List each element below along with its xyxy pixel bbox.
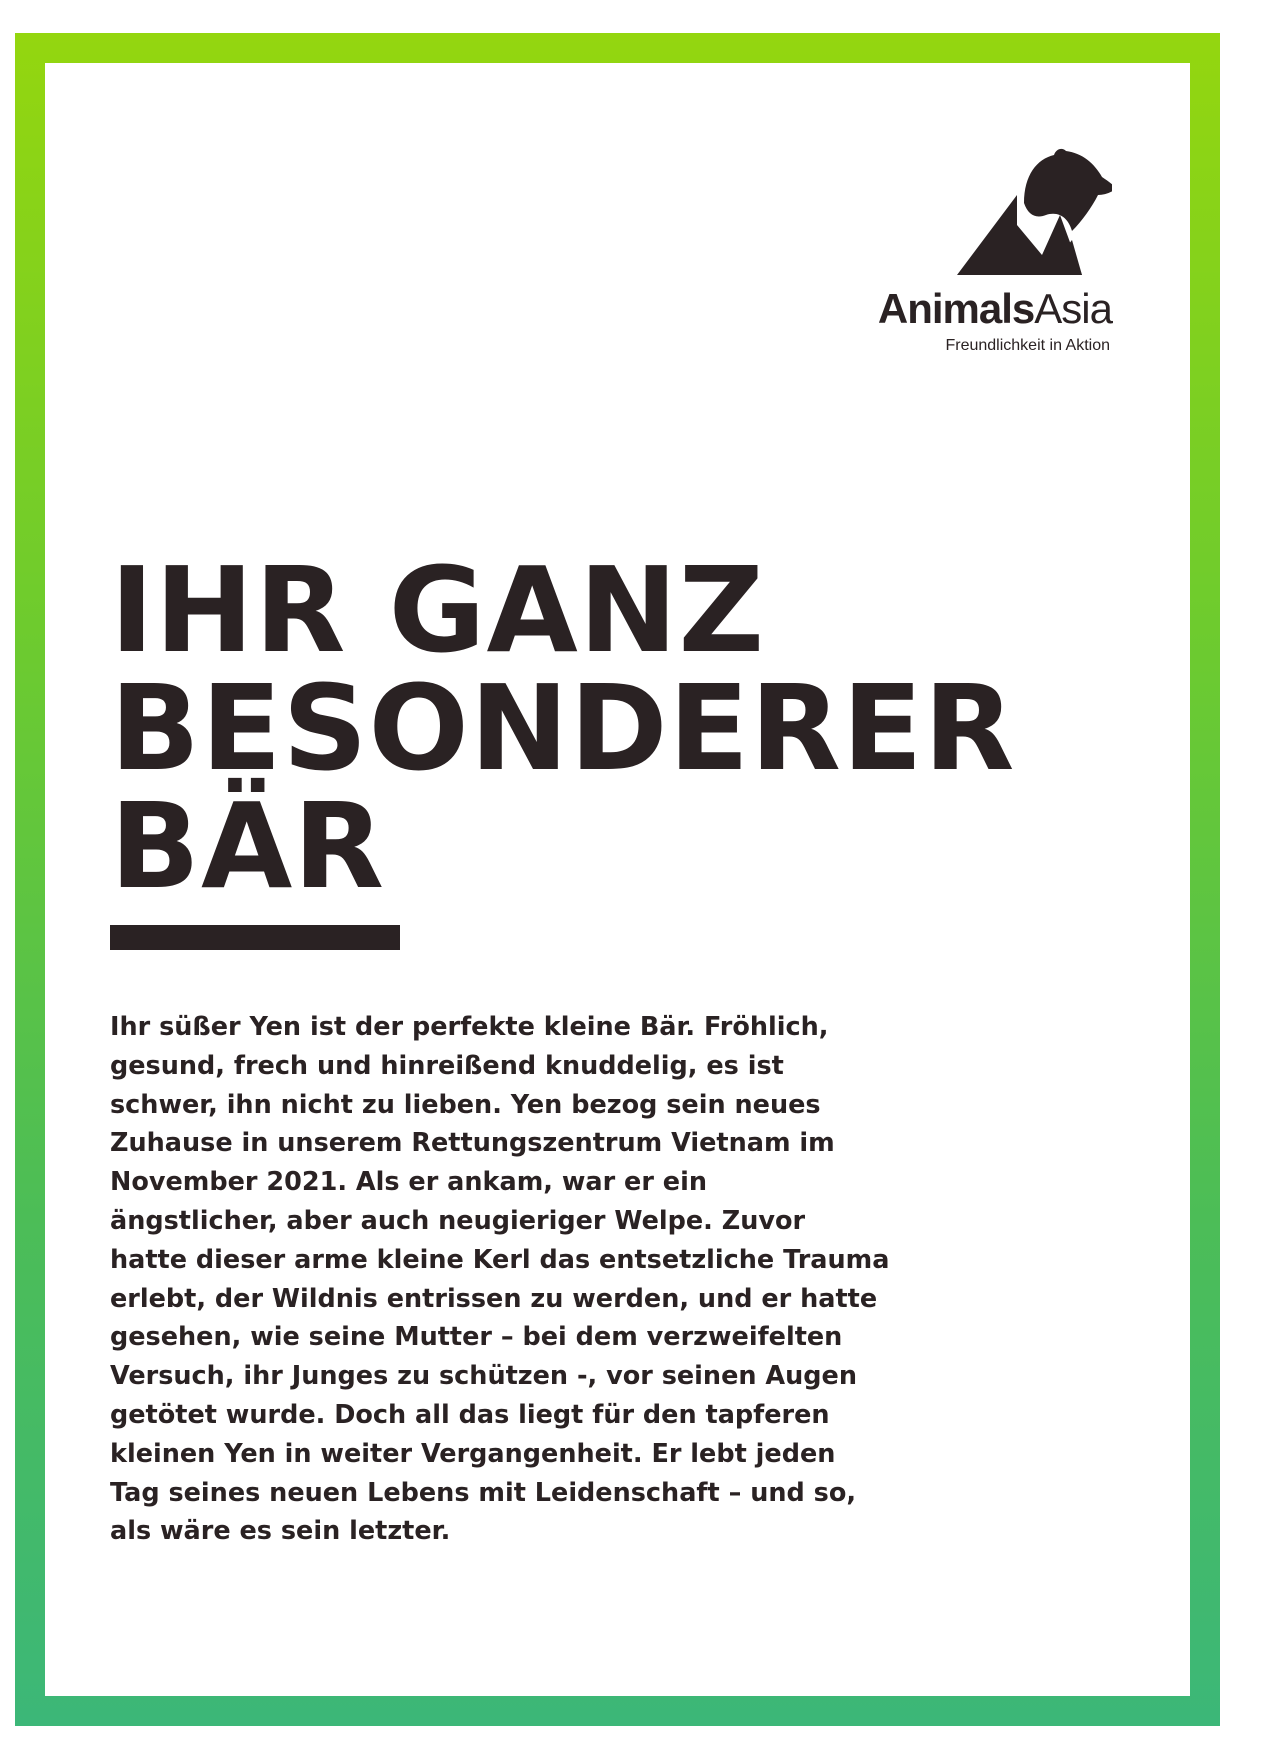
body-line: schwer, ihn nicht zu lieben. Yen bezog sein neues	[110, 1089, 821, 1120]
body-line: als wäre es sein letzter.	[110, 1516, 451, 1547]
page-title	[110, 541, 1016, 915]
body-line: Zuhause in unserem Rettungszentrum Vietnam im	[110, 1128, 835, 1159]
body-line: gesehen, wie seine Mutter – bei dem verzweifelten	[110, 1322, 843, 1353]
body-line: ängstlicher, aber auch neugieriger Welpe. Zuvor	[110, 1205, 806, 1236]
body-paragraph	[110, 1008, 990, 1551]
brand-tagline: Freundlichkeit in Aktion	[945, 337, 1110, 354]
brand-name	[878, 285, 1112, 333]
body-line: November 2021. Als er ankam, war er ein	[110, 1167, 707, 1198]
body-line: hatte dieser arme kleine Kerl das entsetzliche Trauma	[110, 1244, 890, 1275]
body-line: kleinen Yen in weiter Vergangenheit. Er lebt jeden	[110, 1438, 836, 1469]
green-gradient-frame	[15, 33, 1220, 1726]
body-line: Versuch, ihr Junges zu schützen -, vor seinen Augen	[110, 1361, 857, 1392]
page-content	[45, 63, 1190, 1696]
body-line: Tag seines neuen Lebens mit Leidenschaft – und so,	[110, 1477, 857, 1508]
body-line: Ihr süßer Yen ist der perfekte kleine Bär. Fröhlich,	[110, 1012, 829, 1042]
title-line-1: IHR GANZ	[110, 541, 766, 679]
body-line: erlebt, der Wildnis entrissen zu werden, und er hatte	[110, 1283, 878, 1314]
bear-mountain-icon	[932, 145, 1112, 275]
brand-name-part1: Animals	[877, 285, 1035, 332]
brand-name-part2: Asia	[1034, 285, 1112, 332]
title-underline	[110, 925, 400, 950]
title-line-3: BÄR	[110, 777, 386, 915]
body-line: getötet wurde. Doch all das liegt für den tapferen	[110, 1399, 830, 1430]
title-line-2: BESONDERER	[110, 659, 1016, 797]
body-line: gesund, frech und hinreißend knuddelig, es ist	[110, 1050, 784, 1081]
